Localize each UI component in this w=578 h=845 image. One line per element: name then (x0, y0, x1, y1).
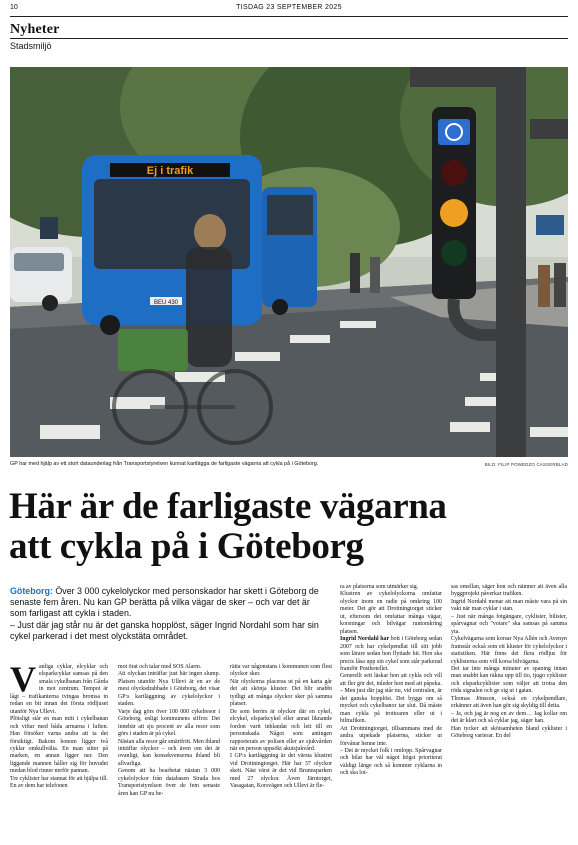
ingress-paragraph-1: Över 3 000 cykelolyckor med personskador har skett i Göteborg de senaste fem åren. Nu kan GP berätta på vilka vägar de sker – och var det är som farligast att cykla i staden. (10, 586, 319, 619)
body-paragraph: Han tycker att skötsamheten bland cyklister i Göteborg varierar. En del (451, 725, 567, 740)
body-paragraph: – Ja, och jag är nog en av dem… Jag kollar om det är klart och så cyklar jag, säger han. (451, 710, 567, 725)
bus-plate: BEU 430 (153, 300, 179, 306)
section-title: Nyheter (10, 22, 60, 37)
body-column-3 (230, 664, 332, 791)
body-paragraph: mot örat och talar med SOS Alarm. (118, 664, 202, 670)
body-paragraph: Varje dag görs över 100 000 cykelresor i Göteborg, enligt kommunens siffror. Det innebär att sju procent av alla resor som görs i staden är på cykel. (118, 708, 220, 738)
photo-credit: BILD: FILIP POWEDZO CASSERBLAD (484, 462, 568, 467)
body-column-2 (118, 664, 220, 798)
body-paragraph: – Men just där jag står nu, vid centralen, är det ganska hopplöst. Det byggs om så mycket och cykelbanor tar slut. Då måste man cykla på trottoaren eller ut i biltrafiken. (340, 688, 442, 725)
headline-line-1: Här är de farligaste vägarna (9, 486, 447, 527)
section-rule (10, 38, 568, 39)
body-column-5 (451, 584, 567, 741)
body-paragraph: sas emellan, säger hon och nämner att även alla byggprojekt påverkar trafiken. (451, 584, 567, 598)
body-paragraph: I GP:s kartläggning är det värsta klustret vid Drottningtorget. Här har 37 olyckor skett. Näst värst är det vid Brunnsparken med 27 olyckor. Även Järntorget, Vasagatan, Korsvägen och Ullevi är fle- (230, 753, 332, 790)
page-number: 10 (10, 4, 18, 11)
subsection-title: Stadsmiljö (10, 41, 52, 51)
body-paragraph: rätta var någonstans i kommunen som flest olyckor sker. (230, 664, 332, 678)
body-paragraph: Det tar inte många minuter av spaning innan man snabbt kan räkna upp till tio, tjugo cyklister och elsparkcyklister som väljer att trotsa den röda signalen och ge sig ut i gatan. (451, 665, 567, 695)
bus-destination-sign: Ej i trafik (146, 165, 194, 177)
body-paragraph: bott i Göteborg sedan 2007 och har cykelpendlat till sitt jobb som lärare sedan hon flyttade hit. Hon ska precis låsa upp sin cykel som står parkerad framför Posthotellet. (340, 636, 442, 672)
body-paragraph: Nästan alla resor går smärtfritt. Men ibland inträffar olyckor – och även om det är ovanligt, kan konsekvenserna ibland bli allvarliga. (118, 738, 220, 767)
body-paragraph: Att olyckan inträffar just här ingen slump. Platsen utanför Nya Ullevi är en av de mest olycksdrabbade i Göteborg, det visar GP:s kartläggning av cykelolyckor i staden. (118, 671, 220, 708)
body-paragraph: Cykelvägarna som korsar Nya Allén och Avenyn framstår också som ett kluster för cykelolyckor i statistiken. Här finns det flera rödljus för cyklisterna som vill korsa bilvägarna. (451, 636, 567, 665)
subhead-lead: Ingrid Nordahl har (340, 636, 390, 643)
ingress-paragraph-2: – Just där jag står nu är det ganska hopplöst, säger Ingrid Nordahl som har sin cykel parkerad i det mest olyckstäta området. (10, 619, 319, 641)
body-paragraph: Att Drottningtorget, tillsammans med de andra utpekade platserna, sticker ut förvånar henne inte. (340, 725, 442, 747)
body-paragraph: Ingrid Nordahl menar att man måste vara på sin vakt när man cyklar i stan. (451, 598, 567, 613)
drop-cap: V (10, 659, 36, 699)
body-paragraph: När olyckorna placeras ut på en karta går det att skönja kluster. Det blir snabbt tydligt att många olyckor sker på samma platser. (230, 678, 332, 708)
body-paragraph: Klustren av cykelolyckorna omfattar olyckor inom en radie på omkring 100 meter. Det gör att Drottningtorget sticker ut, eftersom det omfattar många vägar, korsningar och bilvägar runtomkring platsen. (340, 591, 442, 635)
body-column-4 (340, 584, 442, 778)
photo-caption: GP har med hjälp av ett stort dataunderlag från Transportstyrelsen kunnat kartlägga de farligaste vägarna att cykla på i Göteborg. (10, 461, 319, 467)
body-paragraph: Genom att ha bearbetat nästan 3 000 cykelolyckor från databasen Strada hos Transportstyrelsen över de fem senaste åren kan GP nu be- (118, 768, 220, 797)
body-paragraph: Thomas Jönsson, också en cykelpendlare, erkänner att även han gör sig skyldig till detta. (451, 695, 567, 710)
top-rule (10, 16, 568, 17)
body-column-1 (10, 659, 108, 791)
body-paragraph: ra av platserna som utmärker sig. (340, 584, 419, 590)
page-date: TISDAG 23 SEPTEMBER 2025 (236, 4, 342, 11)
body-paragraph: Plötsligt står en man mitt i cykelbanan och viftar med båda armarna i luften. Han försöker varna andra att ta det försiktigt. Bakom honom ligger två cyklar omkullvälta. En man sitter på marken, en annan ligger ner. Den liggande mannen håller sig för huvudet medan blod rinner nerför pannan. (10, 716, 108, 775)
body-paragraph: Tre cyklister har stannat för att hjälpa till. En av dem har telefonen (10, 775, 108, 790)
body-paragraph: Generellt sett läskar hon att cykla och vill att fler gör det, inleder hon med att påpeka. (340, 673, 442, 687)
top-bar (10, 3, 568, 15)
main-photo (10, 67, 568, 457)
body-paragraph: – Det är mycket folk i omlopp. Spårvagnar och bilar har väl något högst prioriterat väldigt länge och så kommer cyklarna in och ska lot- (340, 747, 442, 777)
body-paragraph: anliga cyklar, elcyklar och elsparkcyklar samsas på den smala cykelbanan från Gårda in mot centrum. Tempot är lågt – trafikanterna tvingas bromsa in redan en bit innan det första rödljuset utanför Nya Ullevi. (10, 664, 108, 715)
ingress (10, 586, 328, 642)
body-paragraph: – Just när många fotgängare, cyklister, bilister, spårvagnar och "voiare" ska samsas på samma yta. (451, 613, 567, 635)
headline (9, 487, 569, 567)
dateline-place: Göteborg: (10, 586, 53, 596)
body-paragraph: De som berörs är olyckor där en cykel, elcykel, elsparkcykel eller annat liknande fordon varit inblandat och lett till en personskada. Något som antingen rapporterats av polisen eller av sjukvården när en person uppsökt akutsjukvård. (230, 708, 332, 752)
headline-line-2: att cykla på i Göteborg (9, 526, 364, 567)
